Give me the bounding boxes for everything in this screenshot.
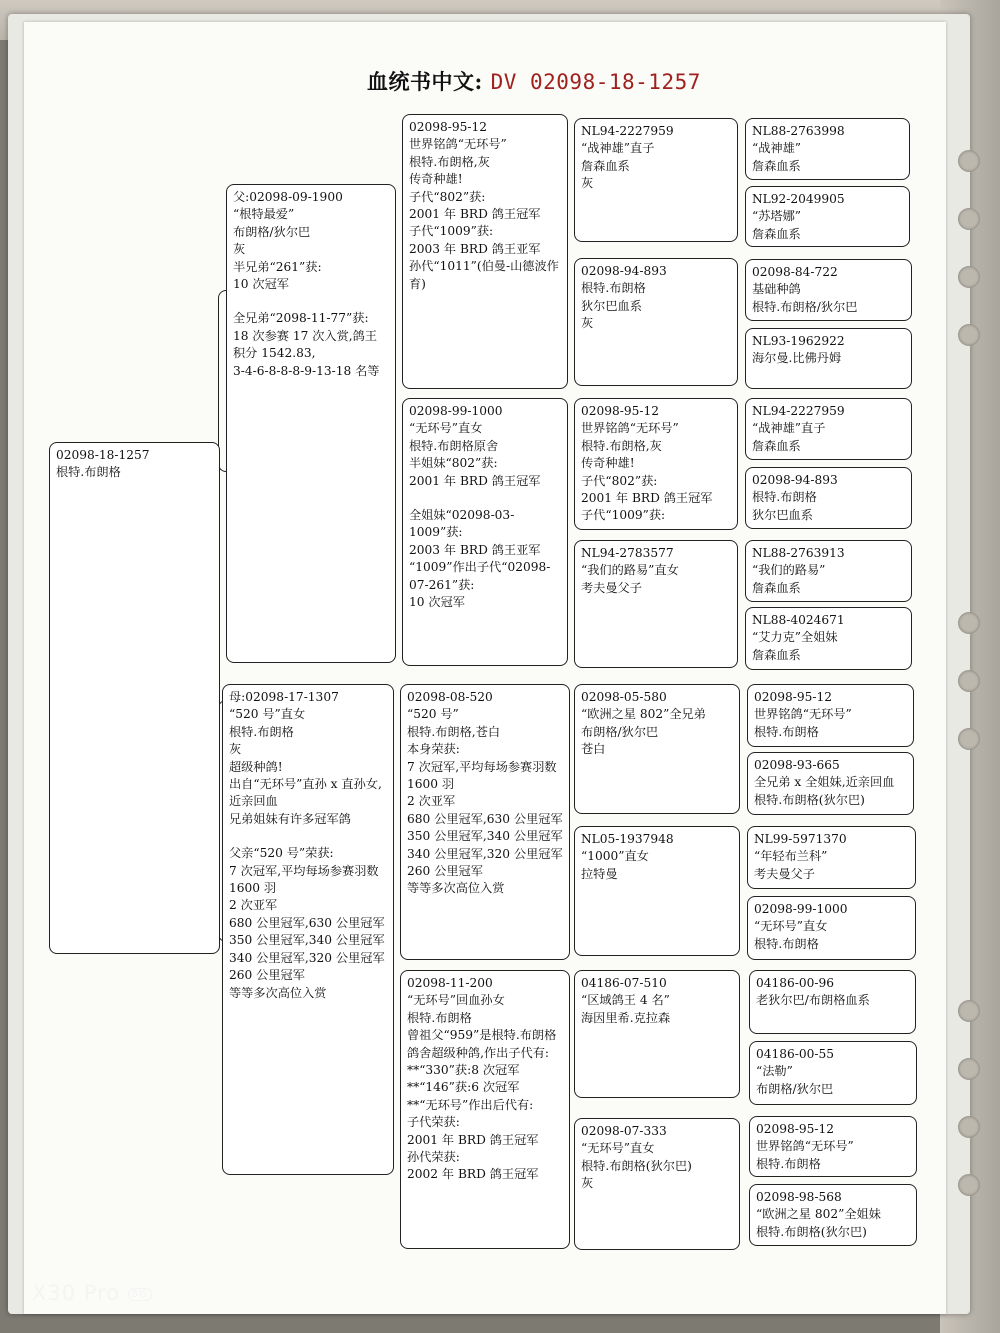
gg-grandparent-box-1 xyxy=(745,118,910,180)
pedigree-line: “我们的路易” xyxy=(752,563,826,578)
gg-grandparent-box-2 xyxy=(745,186,910,247)
ring-number: 02098-99-1000 xyxy=(409,404,503,418)
pedigree-line: 680 公里冠军,630 公里冠军 xyxy=(407,811,563,826)
pedigree-line: “无环号”直女 xyxy=(581,1141,655,1156)
ring-number: NL99-5971370 xyxy=(754,832,847,846)
ring-number: NL88-2763998 xyxy=(752,124,845,138)
pedigree-line: 2001 年 BRD 鸽王冠军 xyxy=(409,473,541,488)
pedigree-line: “1000”直女 xyxy=(581,849,649,864)
ring-number: 母:02098-17-1307 xyxy=(229,690,339,704)
punch-hole xyxy=(958,1000,980,1022)
ring-number: 02098-93-665 xyxy=(754,758,840,772)
pedigree-line: 根特.布朗格(狄尔巴) xyxy=(754,792,865,807)
pedigree-line: 世界铭鸽“无环号” xyxy=(756,1139,854,1154)
pedigree-line: 340 公里冠军,320 公里冠军 xyxy=(407,846,563,861)
watermark-5g-badge: 5G xyxy=(128,1288,152,1301)
pedigree-line: 孙代荣获: xyxy=(407,1150,460,1165)
gg-grandparent-box-12 xyxy=(747,896,916,960)
ring-number: 02098-05-580 xyxy=(581,690,667,704)
pedigree-line: 根特.布朗格原舍 xyxy=(409,438,499,453)
pedigree-line: 350 公里冠军,340 公里冠军 xyxy=(229,933,385,948)
ring-number: 02098-18-1257 xyxy=(56,448,150,462)
title-ring-number: DV 02098-18-1257 xyxy=(490,70,701,94)
pedigree-line: “战神雄”直子 xyxy=(752,421,826,436)
pedigree-line: 260 公里冠军 xyxy=(407,864,483,879)
gg-grandparent-box-15 xyxy=(749,1116,917,1177)
ring-number: 02098-84-722 xyxy=(752,265,838,279)
watermark-brand: X30 Pro xyxy=(32,1281,121,1305)
pedigree-line: 260 公里冠军 xyxy=(229,968,305,983)
ring-number: 父:02098-09-1900 xyxy=(233,190,343,204)
punch-hole xyxy=(958,1174,980,1196)
pedigree-line: 等等多次高位入赏 xyxy=(229,985,327,1000)
pedigree-line: “战神雄”直子 xyxy=(581,141,655,156)
pedigree-line: 曾祖父“959”是根特.布朗格鸽舍超级种鸽,作出子代有: xyxy=(407,1028,557,1060)
pedigree-line: 2001 年 BRD 鸽王冠军 xyxy=(409,207,541,222)
pedigree-line: “1009”作出子代“02098-07-261”获: xyxy=(409,560,551,592)
pedigree-line: 2003 年 BRD 鸽王亚军 xyxy=(409,542,541,557)
pedigree-line: 根特.布朗格 xyxy=(581,281,646,296)
grandparent-box-1 xyxy=(402,114,568,389)
pedigree-line: 灰 xyxy=(581,316,594,331)
ring-number: 04186-00-55 xyxy=(756,1047,835,1061)
camera-watermark xyxy=(32,1281,152,1305)
pedigree-line: 2 次亚军 xyxy=(229,898,278,913)
gg-grandparent-box-11 xyxy=(747,826,916,889)
pedigree-line: “欧洲之星 802”全兄弟 xyxy=(581,707,706,722)
gg-grandparent-box-6 xyxy=(745,467,912,529)
ring-number: 02098-08-520 xyxy=(407,690,493,704)
pedigree-line: “苏塔娜” xyxy=(752,209,802,224)
pedigree-line: 根特.布朗格,灰 xyxy=(409,154,490,169)
pedigree-line: 灰 xyxy=(233,242,246,257)
grandparent-box-4 xyxy=(400,970,570,1249)
ring-number: 02098-94-893 xyxy=(752,473,838,487)
gg-grandparent-box-13 xyxy=(749,970,916,1034)
great-grandparent-box-5 xyxy=(574,684,740,814)
pedigree-line: 世界铭鸽“无环号” xyxy=(581,421,679,436)
pedigree-line: 苍白 xyxy=(581,742,606,757)
pedigree-line: 父亲“520 号”荣获: xyxy=(229,846,334,861)
pedigree-line: 根特.布朗格 xyxy=(56,465,121,480)
punch-hole xyxy=(958,670,980,692)
great-grandparent-box-1 xyxy=(574,118,738,242)
ring-number: 02098-95-12 xyxy=(581,404,660,418)
gg-grandparent-box-5 xyxy=(745,398,912,460)
pedigree-line: 超级种鸽! xyxy=(229,759,283,774)
pedigree-line: **“330”获:8 次冠军 xyxy=(407,1063,520,1078)
pedigree-line: “无环号”回血孙女 xyxy=(407,993,505,1008)
pedigree-line: 考夫曼父子 xyxy=(581,580,642,595)
pedigree-line: 7 次冠军,平均每场参赛羽数 1600 羽 xyxy=(407,759,561,792)
punch-hole xyxy=(958,208,980,230)
pedigree-line: 根特.布朗格,灰 xyxy=(581,438,662,453)
pedigree-line: 根特.布朗格(狄尔巴) xyxy=(756,1224,867,1239)
gg-grandparent-box-7 xyxy=(745,540,912,602)
great-grandparent-box-2 xyxy=(574,258,738,386)
great-grandparent-box-7 xyxy=(574,970,740,1098)
grandparent-box-3 xyxy=(400,684,570,960)
pedigree-line: 子代“802”获: xyxy=(581,473,658,488)
pedigree-line: 根特.布朗格,苍白 xyxy=(407,724,501,739)
pedigree-line: 根特.布朗格 xyxy=(752,490,817,505)
pedigree-line: 340 公里冠军,320 公里冠军 xyxy=(229,950,385,965)
pedigree-line: “区域鸽王 4 名” xyxy=(581,993,670,1008)
pedigree-line: 2 次亚军 xyxy=(407,794,456,809)
pedigree-line: 子代“1009”获: xyxy=(581,508,666,523)
pedigree-line: 7 次冠军,平均每场参赛羽数 1600 羽 xyxy=(229,863,383,896)
ring-number: 02098-95-12 xyxy=(409,120,488,134)
grandparent-box-2 xyxy=(402,398,568,666)
pedigree-line: 世界铭鸽“无环号” xyxy=(754,707,852,722)
great-grandparent-box-4 xyxy=(574,540,738,668)
pedigree-line: “520 号” xyxy=(407,707,459,722)
pedigree-line: 狄尔巴血系 xyxy=(752,507,813,522)
subject-box xyxy=(49,442,220,954)
pedigree-line: 350 公里冠军,340 公里冠军 xyxy=(407,829,563,844)
pedigree-line: 根特.布朗格 xyxy=(229,724,294,739)
ring-number: NL88-2763913 xyxy=(752,546,845,560)
pedigree-line: 2001 年 BRD 鸽王冠军 xyxy=(407,1132,539,1147)
sire-box xyxy=(226,184,396,663)
pedigree-line: 子代荣获: xyxy=(407,1115,460,1130)
pedigree-line: 680 公里冠军,630 公里冠军 xyxy=(229,915,385,930)
pedigree-line: 狄尔巴血系 xyxy=(581,298,642,313)
pedigree-line: 詹森血系 xyxy=(752,158,801,173)
ring-number: NL92-2049905 xyxy=(752,192,845,206)
ring-number: NL93-1962922 xyxy=(752,334,845,348)
pedigree-line: 子代“802”获: xyxy=(409,189,486,204)
ring-number: 02098-11-200 xyxy=(407,976,493,990)
pedigree-line: 詹森血系 xyxy=(752,438,801,453)
pedigree-line: 根特.布朗格 xyxy=(407,1010,472,1025)
ring-number: NL94-2783577 xyxy=(581,546,674,560)
pedigree-line: 布朗格/狄尔巴 xyxy=(233,224,311,239)
pedigree-line: 10 次冠军 xyxy=(233,277,289,292)
pedigree-line: 2002 年 BRD 鸽王冠军 xyxy=(407,1167,539,1182)
pedigree-line: “战神雄” xyxy=(752,141,802,156)
punch-hole xyxy=(958,324,980,346)
ring-number: 02098-98-568 xyxy=(756,1190,842,1204)
pedigree-line: “年轻布兰科” xyxy=(754,849,828,864)
pedigree-line: 全姐妹“02098-03-1009”获: xyxy=(409,508,515,540)
pedigree-line: 全兄弟 x 全姐妹,近亲回血 xyxy=(754,775,895,790)
punch-hole xyxy=(958,612,980,634)
pedigree-line: 传奇种雄! xyxy=(581,456,635,471)
pedigree-line: 根特.布朗格/狄尔巴 xyxy=(752,299,858,314)
ring-number: NL05-1937948 xyxy=(581,832,674,846)
gg-grandparent-box-14 xyxy=(749,1041,917,1105)
ring-number: 02098-95-12 xyxy=(754,690,833,704)
pedigree-line: 本身荣获: xyxy=(407,742,460,757)
pedigree-line: “我们的路易”直女 xyxy=(581,563,679,578)
ring-number: 04186-00-96 xyxy=(756,976,835,990)
title-label: 血统书中文: xyxy=(367,69,483,94)
blank-line xyxy=(229,828,387,845)
ring-number: 02098-94-893 xyxy=(581,264,667,278)
pedigree-line: 世界铭鸽“无环号” xyxy=(409,137,507,152)
pedigree-line: 詹森血系 xyxy=(752,580,801,595)
ring-number: NL94-2227959 xyxy=(581,124,674,138)
punch-hole xyxy=(958,1116,980,1138)
pedigree-line: “艾力克”全姐妹 xyxy=(752,630,838,645)
ring-number: NL94-2227959 xyxy=(752,404,845,418)
pedigree-line: 老狄尔巴/布朗格血系 xyxy=(756,993,870,1008)
pedigree-line: 出自“无环号”直孙 x 直孙女,近亲回血 xyxy=(229,777,382,809)
ring-number: 02098-07-333 xyxy=(581,1124,667,1138)
ring-number: 04186-07-510 xyxy=(581,976,667,990)
pedigree-line: 拉特曼 xyxy=(581,866,618,881)
pedigree-line: 2001 年 BRD 鸽王冠军 xyxy=(581,491,713,506)
pedigree-line: 詹森血系 xyxy=(752,647,801,662)
pedigree-line: 3-4-6-8-8-8-9-13-18 名等 xyxy=(233,363,380,378)
pedigree-line: “法勒” xyxy=(756,1064,793,1079)
punch-hole xyxy=(958,150,980,172)
pedigree-line: 等等多次高位入赏 xyxy=(407,881,505,896)
pedigree-line: 根特.布朗格(狄尔巴) xyxy=(581,1158,692,1173)
pedigree-line: 兄弟姐妹有许多冠军鸽 xyxy=(229,811,351,826)
gg-grandparent-box-8 xyxy=(745,607,912,670)
pedigree-line: 半兄弟“261”获: xyxy=(233,259,322,274)
gg-grandparent-box-16 xyxy=(749,1184,917,1246)
blank-line xyxy=(233,293,389,310)
pedigree-line: 根特.布朗格 xyxy=(756,1156,821,1171)
pedigree-line: 詹森血系 xyxy=(581,158,630,173)
great-grandparent-box-8 xyxy=(574,1118,740,1250)
pedigree-line: 考夫曼父子 xyxy=(754,866,815,881)
pedigree-line: 10 次冠军 xyxy=(409,595,465,610)
punch-hole xyxy=(958,266,980,288)
pedigree-line: 灰 xyxy=(229,742,242,757)
pedigree-line: 詹森血系 xyxy=(752,226,801,241)
pedigree-line: 海因里希.克拉森 xyxy=(581,1010,671,1025)
pedigree-line: 2003 年 BRD 鸽王亚军 xyxy=(409,241,541,256)
punch-hole xyxy=(958,728,980,750)
blank-line xyxy=(409,490,561,507)
pedigree-title xyxy=(367,66,701,96)
pedigree-line: 布朗格/狄尔巴 xyxy=(756,1081,834,1096)
gg-grandparent-box-4 xyxy=(745,328,912,389)
gg-grandparent-box-3 xyxy=(745,259,912,321)
dam-box xyxy=(222,684,394,1175)
pedigree-line: 传奇种雄! xyxy=(409,172,463,187)
pedigree-line: “无环号”直女 xyxy=(754,919,828,934)
pedigree-line: 孙代“1011”(伯曼-山德波作育) xyxy=(409,259,559,291)
pedigree-line: 18 次参赛 17 次入赏,鸽王积分 1542.83, xyxy=(233,328,378,361)
pedigree-line: “根特最爱” xyxy=(233,207,295,222)
pedigree-line: **“146”获:6 次冠军 xyxy=(407,1080,520,1095)
great-grandparent-box-3 xyxy=(574,398,738,530)
great-grandparent-box-6 xyxy=(574,826,740,956)
pedigree-line: 布朗格/狄尔巴 xyxy=(581,724,659,739)
pedigree-line: “欧洲之星 802”全姐妹 xyxy=(756,1207,881,1222)
pedigree-line: 基础种鸽 xyxy=(752,282,801,297)
ring-number: 02098-95-12 xyxy=(756,1122,835,1136)
pedigree-line: 海尔曼.比佛丹姆 xyxy=(752,351,842,366)
pedigree-line: “520 号”直女 xyxy=(229,707,306,722)
pedigree-line: 根特.布朗格 xyxy=(754,724,819,739)
pedigree-line: 灰 xyxy=(581,1176,594,1191)
pedigree-line: 半姐妹“802”获: xyxy=(409,456,498,471)
punch-hole xyxy=(958,1058,980,1080)
pedigree-line: 全兄弟“2098-11-77”获: xyxy=(233,311,369,326)
ring-number: 02098-99-1000 xyxy=(754,902,848,916)
gg-grandparent-box-10 xyxy=(747,752,914,815)
gg-grandparent-box-9 xyxy=(747,684,914,747)
pedigree-line: 灰 xyxy=(581,176,594,191)
pedigree-line: 子代“1009”获: xyxy=(409,224,494,239)
pedigree-line: **“无环号”作出后代有: xyxy=(407,1097,534,1112)
pedigree-line: 根特.布朗格 xyxy=(754,936,819,951)
ring-number: NL88-4024671 xyxy=(752,613,845,627)
pedigree-line: “无环号”直女 xyxy=(409,421,483,436)
